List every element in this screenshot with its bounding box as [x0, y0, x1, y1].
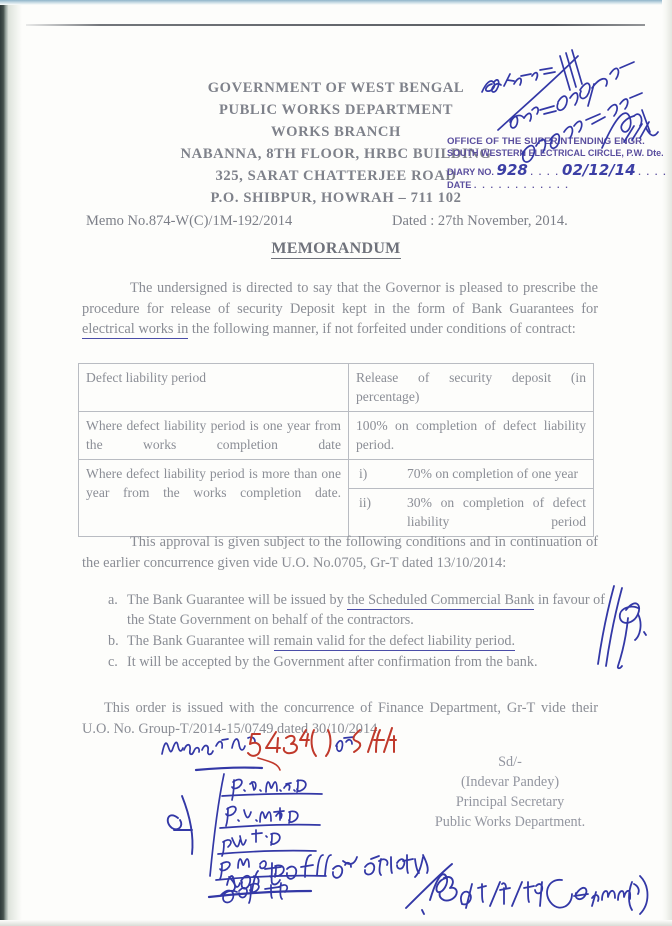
condition-a-text-a: The Bank Guarantee will be issued by: [127, 592, 348, 608]
condition-a-text-b: in favour of the State Government on behalf of the contractors.: [127, 592, 605, 628]
stamp-diary-label: DIARY NO.: [447, 167, 494, 177]
stamp-date-label: DATE: [447, 180, 472, 190]
signature-department: Public Works Department.: [434, 814, 586, 830]
condition-a-underlined: the Scheduled Commercial Bank: [347, 592, 535, 608]
release-subtable: [349, 460, 593, 536]
table-row-1-condition: Where defect liability period is one year from the works completion date: [79, 412, 349, 460]
page-title: [0, 240, 672, 258]
condition-c-marker: c.: [108, 654, 118, 670]
stamp-date-row: [447, 180, 669, 190]
letterhead-line-5: 325, SARAT CHATTERJEE ROAD: [215, 168, 457, 184]
stamp-office-line: OFFICE OF THE SUPERINTENDING ENGR.: [447, 136, 645, 147]
header-rule: [26, 24, 645, 26]
table-row: [79, 460, 594, 537]
signature-designation: Principal Secretary: [455, 794, 565, 810]
release-subitem-2-text: 30% on completion of defect liability period: [407, 495, 586, 529]
security-deposit-release-table: [78, 363, 594, 537]
table-header-row: [79, 364, 594, 412]
signature-sd: Sd/-: [498, 754, 522, 770]
condition-a-text: [127, 590, 608, 630]
letterhead-line-2: PUBLIC WORKS DEPARTMENT: [218, 102, 454, 118]
table-row-1-release: 100% on completion of defect liability period.: [349, 412, 594, 460]
signature-block: [395, 752, 625, 832]
release-subitem-2-marker: ii): [359, 495, 372, 510]
condition-b-marker: b.: [108, 633, 119, 649]
scan-edge-top: [0, 0, 672, 5]
table-header-col2: Release of security deposit (in percentage): [349, 364, 594, 412]
stamp-diary-dots-2: . . . .: [638, 167, 668, 177]
paragraph-intro: [82, 278, 598, 340]
handwritten-footer-signature: [404, 862, 644, 920]
condition-c-text: It will be accepted by the Government after confirmation from the bank.: [127, 654, 538, 670]
condition-b-underlined: remain valid for the defect liability period.: [273, 633, 516, 649]
signature-name: (Indevar Pandey): [460, 774, 560, 790]
paragraph-concurrence: This order is issued with the concurrence of Finance Department, Gr-T vide their U.O. No. Group-T/2014-15/0749 dated 30/10/2014.: [82, 700, 598, 737]
stamp-date-value: 02/12/14: [562, 161, 636, 179]
condition-b-text: [127, 631, 608, 651]
stamp-diary-row: [447, 161, 669, 179]
release-subitem: [349, 460, 593, 489]
list-item: [108, 631, 608, 651]
letterhead-line-1: GOVERNMENT OF WEST BENGAL: [207, 80, 465, 96]
letterhead-line-3: WORKS BRANCH: [270, 124, 402, 140]
handwritten-memo-note: [160, 728, 390, 774]
conditions-list: [108, 590, 608, 673]
list-item: [108, 590, 608, 630]
margin-initial-annotation: [592, 584, 662, 670]
memo-date: Dated : 27th November, 2014.: [392, 213, 568, 229]
paragraph-intro-part-a: The undersigned is directed to say that the Governor is pleased to prescribe the procedure for release of security Deposit kept in the form of Bank Guarantees for: [82, 280, 598, 317]
stamp-date-dots: . . . . . . . . . . . .: [473, 180, 570, 190]
scan-edge-bottom: [0, 920, 672, 926]
paragraph-approval: This approval is given subject to the following conditions and in continuation of the earlier concurrence given vide U.O. No.0705, Gr-T dated 13/10/2014:: [82, 534, 598, 571]
list-item: [108, 652, 608, 672]
release-subitem-1-text: 70% on completion of one year: [405, 460, 593, 489]
condition-a-marker: a.: [108, 592, 118, 608]
top-right-handwritten-note: [474, 44, 670, 144]
page-title-text: MEMORANDUM: [271, 240, 401, 257]
stamp-circle-line: SOUTH WESTERN ELECTRICAL CIRCLE, P.W. Dte.: [447, 148, 664, 158]
paragraph-intro-part-b: the following manner, if not forfeited under conditions of contract:: [188, 321, 576, 337]
table-row: [79, 412, 594, 460]
table-header-col1: Defect liability period: [79, 364, 349, 412]
stamp-diary-dots: . . . .: [530, 167, 560, 177]
stamp-diary-value: 928: [496, 161, 528, 179]
release-subitem: [349, 489, 593, 537]
memo-number: Memo No.874-W(C)/1M-192/2014: [86, 213, 293, 229]
letterhead-line-6: P.O. SHIBPUR, HOWRAH – 711 102: [210, 190, 462, 206]
condition-b-text-a: The Bank Guarantee will: [127, 633, 274, 649]
table-row-2-condition: Where defect liability period is more than one year from the works completion date.: [79, 460, 349, 537]
letterhead-line-4: NABANNA, 8TH FLOOR, HRBC BUILDING: [180, 146, 492, 162]
release-subitem-1-marker: i): [349, 460, 405, 489]
paragraph-intro-underlined: electrical works in: [82, 321, 189, 337]
table-row-2-release: [349, 460, 594, 537]
